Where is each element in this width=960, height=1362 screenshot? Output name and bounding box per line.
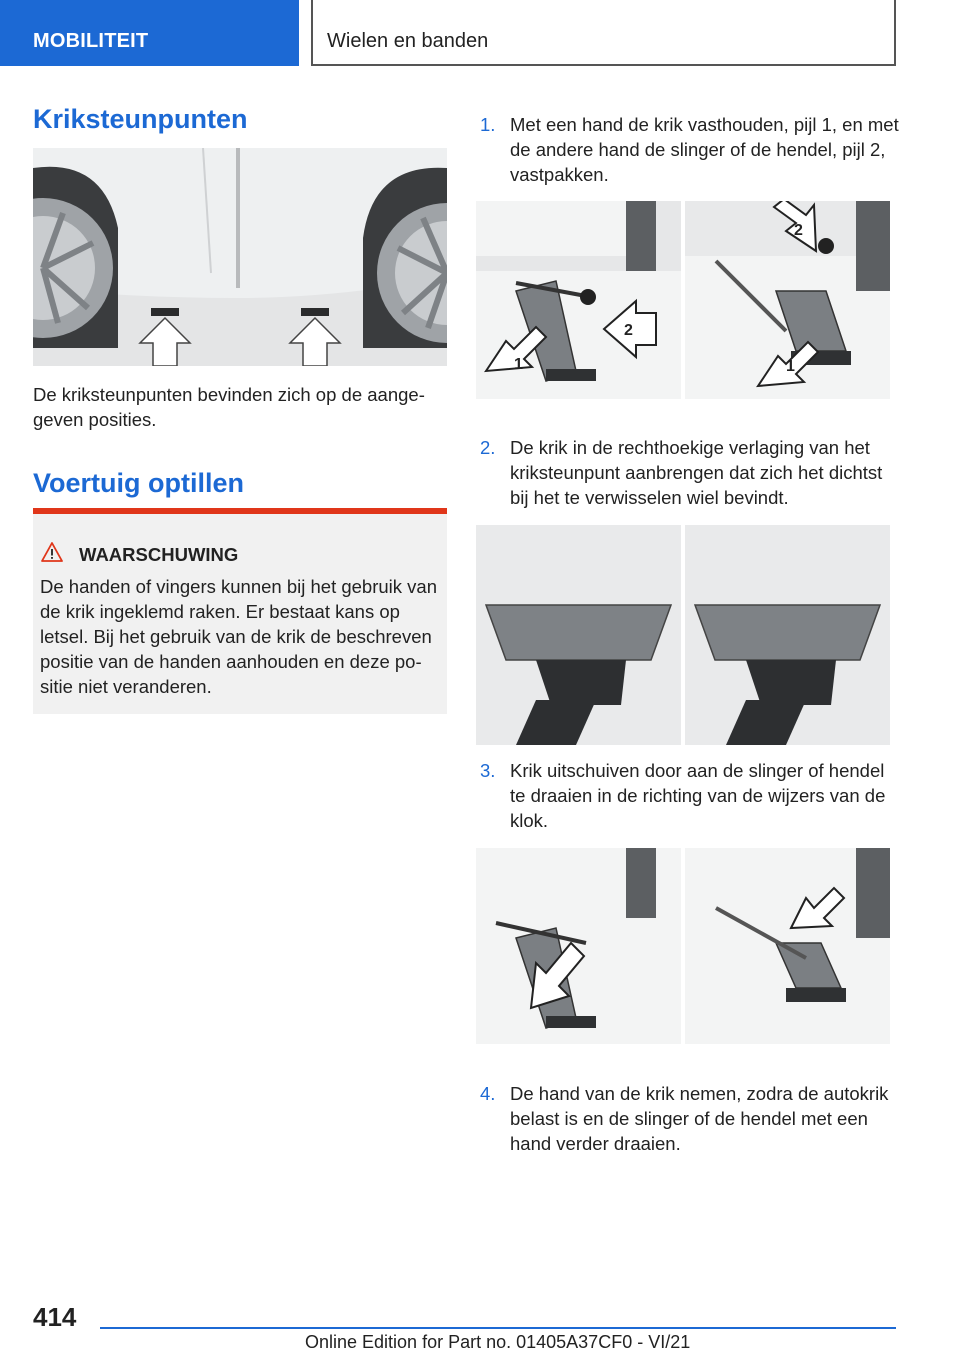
jacking-points-caption: De kriksteunpunten bevinden zich op de aangegeven posities. (33, 384, 425, 430)
chapter-title: Wielen en banden (327, 30, 489, 52)
warning-box (33, 508, 447, 714)
edition-text: Online Edition for Part no. 01405A37CF0 - VI/21 (305, 1332, 691, 1352)
page-number: 414 (33, 1302, 77, 1332)
step-number: 4. (480, 1083, 496, 1104)
arrow-label-1: 1 (514, 356, 523, 373)
heading-kriksteunpunten: Kriksteunpunten (33, 104, 248, 134)
heading-voertuig-optillen: Voertuig optillen (33, 468, 244, 498)
chapter-header (311, 0, 896, 66)
arrow-label-2: 2 (624, 322, 633, 339)
step-number: 1. (480, 114, 496, 135)
arrow-label-2b: 2 (794, 222, 803, 239)
step-3 (474, 758, 899, 833)
jacking-points-image (33, 148, 447, 366)
step-text: Met een hand de krik vasthouden, pijl 1, en met de andere hand de slinger of de hendel, pijl 2, vastpakken. (510, 114, 899, 185)
step-text: De hand van de krik nemen, zodra de autokrik belast is en de slinger of de hendel met een hand verder draaien. (510, 1083, 889, 1154)
jack-crank-image (476, 848, 890, 1044)
arrow-label-1b: 1 (786, 358, 795, 375)
step-text: Krik uitschuiven door aan de slinger of hendel te draaien in de richting van de wijzers van de klok. (510, 760, 886, 831)
section-title: MOBILITEIT (33, 30, 149, 52)
jack-placement-image (476, 525, 890, 745)
step-number: 2. (480, 437, 496, 458)
warning-triangle-icon (41, 542, 63, 567)
warning-header (41, 542, 238, 567)
jack-hold-image (476, 201, 890, 399)
warning-title: WAARSCHUWING (79, 543, 239, 565)
step-1 (474, 112, 899, 187)
section-tab (0, 0, 299, 66)
warning-text: De handen of vingers kunnen bij het gebruik van de krik ingeklemd raken. Er bestaat kans op letsel. Bij het gebruik van de krik de beschreven positie van de handen aanhouden en deze positie niet veranderen. (40, 576, 437, 697)
step-number: 3. (480, 760, 496, 781)
step-text: De krik in de rechthoekige verlaging van het kriksteunpunt aanbrengen dat zich het dichtst bij het te verwisselen wiel bevindt. (510, 437, 883, 508)
step-4 (474, 1081, 899, 1156)
footer-divider (100, 1327, 896, 1329)
step-2 (474, 435, 899, 510)
